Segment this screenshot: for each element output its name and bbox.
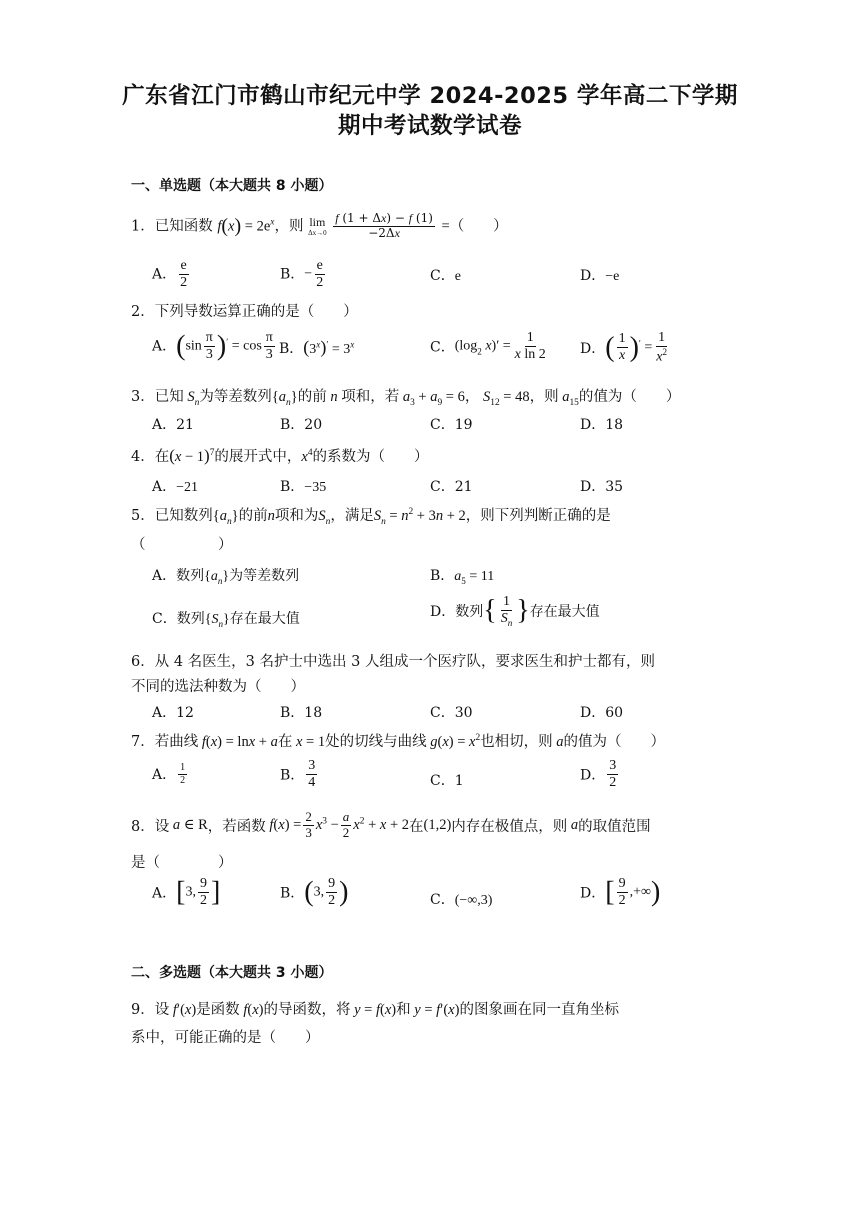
question-8: 8．设 a ∈ R，若函数 f(x) = $\frac{2}{3}$ $x^3$ − $\frac{a}{2}$ $x^2 + x + 2$在(1,2)内存在极值点，则 a的取值范围 xyxy=(131,809,651,840)
q6-option-c[interactable]: C．30 xyxy=(430,705,473,721)
q4-option-c[interactable]: C．21 xyxy=(430,479,473,495)
question-7: 7．若曲线 f(x) = lnx + a在 x = 1处的切线与曲线 $g(x) = x^2$也相切，则 a的值为（ ） xyxy=(131,733,666,750)
q2-option-b[interactable]: B．$(3^x)' = 3^x$ xyxy=(279,337,355,357)
q8-option-c[interactable]: C．(−∞,3) xyxy=(430,892,493,908)
q5-option-b[interactable]: B．$a_5 = 11$ xyxy=(430,568,495,586)
q3-option-d[interactable]: D．18 xyxy=(580,417,624,433)
q7-option-d[interactable]: D． $\frac{3}{2}$ xyxy=(580,758,617,791)
question-number: 1． xyxy=(131,218,155,235)
q8-option-b[interactable]: B．(3, $\frac{9}{2}$ ) xyxy=(280,876,349,909)
q6-option-d[interactable]: D．60 xyxy=(580,705,624,721)
q4-option-d[interactable]: D．35 xyxy=(580,479,624,495)
q7-option-b[interactable]: B． $\frac{3}{4}$ xyxy=(280,758,316,791)
q5-option-d[interactable]: D．数列{ $\frac{1}{S_n}$ }存在最大值 xyxy=(430,594,600,628)
question-4: 4．在$(x - 1)^7$的展开式中，$x^4$的系数为（ ） xyxy=(131,446,429,465)
q1-option-b[interactable]: B．− $\frac{e}{2}$ xyxy=(280,258,324,291)
page-title-line1: 广东省江门市鹤山市纪元中学 2024-2025 学年高二下学期 xyxy=(122,83,738,109)
question-8-line2: 是（ ） xyxy=(131,855,233,871)
q2-option-d[interactable]: D．( $\frac{1}{x}$ )′ = $\frac{1}{x^2}$ xyxy=(580,330,668,365)
q4-option-a[interactable]: A．−21 xyxy=(152,479,199,495)
question-1: 1．已知函数 $f(x) = 2e^x$，则 lim Δx→0 $\frac{f (1 + \Delta x) - f (1)}{-2\Delta x}$ =（ ） xyxy=(131,211,508,240)
q5-option-c[interactable]: C．数列$\{S_n\}$存在最大值 xyxy=(152,611,300,629)
question-2: 2．下列导数运算正确的是（ ） xyxy=(131,304,358,320)
q7-option-c[interactable]: C．1 xyxy=(430,773,464,789)
section-heading-multi-choice: 二、多选题（本大题共 3 小题） xyxy=(131,965,333,981)
question-6: 6．从 4 名医生，3 名护士中选出 3 人组成一个医疗队，要求医生和护士都有，则 xyxy=(131,654,655,670)
q1-option-c[interactable]: C．e xyxy=(430,268,461,284)
q5-option-a[interactable]: A．数列$\{a_n\}$为等差数列 xyxy=(152,568,300,586)
q1-option-d[interactable]: D．−e xyxy=(580,268,620,284)
question-5: 5．已知数列$\{a_n\}$的前n项和为$S_n$，满足$S_n = n^2 + 3n + 2$，则下列判断正确的是 xyxy=(131,507,611,527)
q8-option-d[interactable]: D．[ $\frac{9}{2}$ ,+∞) xyxy=(580,876,661,909)
section-heading-single-choice: 一、单选题（本大题共 8 小题） xyxy=(131,178,333,194)
question-3: 3．已知 $S_n$为等差数列$\{a_n\}$的前 n 项和，若 $a_3 + a_9 = 6$， $S_{12} = 48$，则 $a_{15}$的值为（ ） xyxy=(131,389,681,408)
q2-option-a[interactable]: A．(sin $\frac{\pi}{3}$ )′ = cos $\frac{\pi}{3}$ xyxy=(152,330,273,363)
question-6-line2: 不同的选法种数为（ ） xyxy=(131,679,305,695)
q6-option-b[interactable]: B．18 xyxy=(280,705,323,721)
question-5-line2: （ ） xyxy=(131,537,233,553)
q2-option-c[interactable]: C．($\log_2$ x)′ = $\frac{1}{\text{x ln 2}}$ xyxy=(430,330,546,363)
q3-option-b[interactable]: B．20 xyxy=(280,417,323,433)
question-9-line2: 系中，可能正确的是（ ） xyxy=(131,1030,320,1046)
q6-option-a[interactable]: A．12 xyxy=(152,705,194,721)
question-9: 9．设 f′(x)是函数 f(x)的导函数，将 y = f(x)和 y = f′(x)的图象画在同一直角坐标 xyxy=(131,1002,619,1018)
q1-option-a[interactable]: A． $\frac{e}{2}$ xyxy=(152,258,188,291)
q8-option-a[interactable]: A．[3, $\frac{9}{2}$ ] xyxy=(152,876,221,909)
q7-option-a[interactable]: A． $\frac{1}{2}$ xyxy=(152,762,186,786)
q4-option-b[interactable]: B．−35 xyxy=(280,479,327,495)
q3-option-a[interactable]: A．21 xyxy=(152,417,194,433)
q3-option-c[interactable]: C．19 xyxy=(430,417,473,433)
page-title-line2: 期中考试数学试卷 xyxy=(337,113,522,139)
